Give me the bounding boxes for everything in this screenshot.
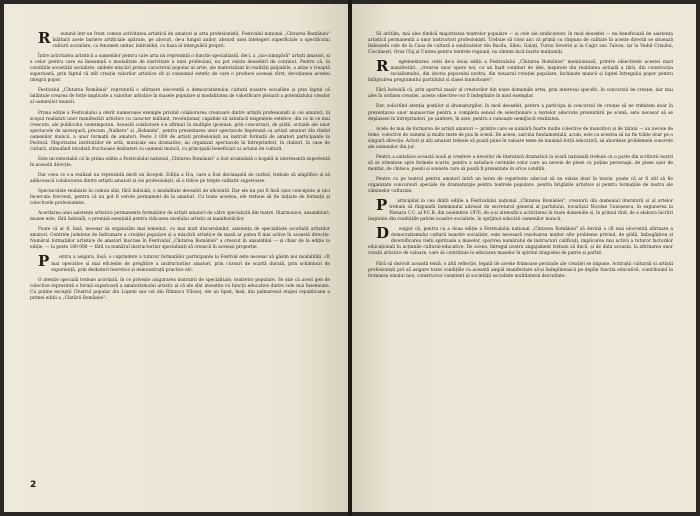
body-paragraph: Spectacolele realizate în comun sînt, fără îndoială, o modalitate deosebit de eficientă. Dar ele nu pot fi însă ușor concepute și nici încercate frecvent, pentru că nu pot fi cerute permanent de la amatori. Cu toate acestea, ele trebuie să fie inițiate de formații și colectivele profesioniste. (30, 189, 330, 207)
page-number: 2 (30, 480, 37, 490)
left-page (4, 4, 348, 512)
body-paragraph: Prima ediție a Festivalului a oferit numeroase exemple privind colaborarea creatoare dintre artiștii profesioniști și cei amatori, în scopul realizării unor manifestări artistice cu caracter militant, revoluționar, capabile să satisfacă exigențele estetice, din ce în ce mai crescute, ale publicului contemporan. Această colaborare s-a afirmat în multiple ipostaze, prin concursuri, de pildă, actuale ale unor spectacole de anvergură, precum „Nalbera" și „Bobanda", pentru prezentarea unor spectacole împreună cu artiști amatori din rîndul oamenilor muncii, a unor formații de amatori. Peste 2 000 de artiști profesioniști au instruit formații de amatori participante la Festival. Majoritatea instituțiilor de artă, muzicale sau dramatice, au organizat spectacole în întreprinderi, în cluburi, în case de cultură, stimulând totodată fructuoase dezbateri cu oamenii muncii, cu principalii beneficiari ai actului de cultură. (30, 110, 330, 152)
body-paragraph: Acordarea unei asistențe artistice permanente formațiilor de artiști amatori de către specialiștii din teatre, filarmonice, ansambluri, muzee este, fără îndoială, o premisă esențială pentru ridicarea nivelului artistic al manifestărilor. (30, 211, 330, 223)
body-paragraph: Pentru a satisface această nouă și creștere a nevoilor de literatură dramatică la scară națională trebuie ca o parte din scriitorii noștri să se orienteze spre formele scurte, pentru a satisface cerințele celor care au nevoie de piese cu puține personaje, de piese ușor de montat, de cîntece, poezii și scenete care să poată fi prezentate în orice condiții. (368, 154, 673, 172)
body-paragraph: Reglementarea celei de-a doua ediții a Festivalului „Cîntarea României" menționează, printre obiectivele acestei mari manifestări, „crearea unor opere noi, cu un înalt conținut de idei, inspirate din realitatea actuală a țării, din construcția socialismului, din istoria poporului nostru, din tezaurul creației populare, închinate muncii și luptei întregului popor pentru înfăptuirea programului partidului și clasei muncitoare". (368, 57, 673, 84)
body-paragraph: Desigur că, pentru ca a doua ediție a Festivalului național „Cîntarea României" să devină o cît mai elocventă afirmare a democratismului culturii noastre socialiste, este necesară rezolvarea multor alte probleme privind, de pildă, îmbogățirea și diversificarea vieții spirituale a maselor, sporirea numărului de instructori calificați, implicarea mai activă a tuturor factorilor educaționali în acțiunile cultural-educative. De aceea, întregul nostru angajament trebuie să ducă, și de data aceasta, la afirmarea unor creații artistice de valoare, care să contribuie la educarea maselor în spiritul dragostei de patrie și partid. (368, 224, 673, 257)
left-page-text (30, 29, 330, 306)
body-paragraph: Reunind într-un front comun activitatea artistică de amatori și arta profesionistă, Festivalul național „Cîntarea României" înlătură acele bariere artificiale apărute, pe alocuri, de-a lungul anilor, absurd unei înțelegeri superficiale a specificului culturii socialiste, ca fenomen unitar, indivizibil, cu baza al interguării proprii. (38, 29, 330, 50)
body-paragraph: Este incontestabil că în prima ediție a Festivalului național „Cîntarea României" a fost acumulată o bogată și interesantă experiență în această direcție. (30, 156, 330, 168)
body-paragraph: Între activitatea artistică a oamenilor pentru care arta nu reprezintă o funcție specializată, deci, a „nu-cumnpără" artiști amatori, și a celor pentru care ea înseamnă o modalitate de exercitare a unei profesiuni, nu pot exista deosebiri de conținut. Pentru că, în condițiile societății socialiste, ambele mișcări preiau caracterul popular al artei, ale materializat în realități palpabile, a atins o treaptă superioară, prin faptul că atît creația valorilor artistice cît și consumul estetic de care o produce aceeași vîrst, devoțiunea acestei integrii popor. (30, 54, 330, 84)
body-paragraph: Pentru a asigura, însă, o cuprindere a tuturor formațiilor participante la Festival este necesar să găsim noi modalități, cît mai operative și mai eficiente de pregătire a instructorilor amatori, prin cursuri de scurtă durată, prin schimburi de experiență, prin dezbateri teoretice și demonstrații practice etc. (38, 252, 330, 273)
right-page-text (368, 32, 673, 284)
body-paragraph: Acele de mai de formarea de artiști amatori — printre care se numără foarte multe colective de muncitori și de țărani — au nevoie de teme, colective de oameni și multe texte de pus în scenă. De aceea, sarcina fundamentală, acum, este ca acestea să nu fie trăite doar pe o singură direcție. Actori și alți amatori trebuie să poată pune în valoare teme de maximă forță educativă, să abordeze problemele concrete ale oamenilor din jur. (368, 126, 673, 150)
body-paragraph: Participînd la cea dintîi ediție a Festivalului național „Cîntarea României", creatorii din domeniul literaturii și al artelor trebuie să răspundă îndemnului adresat de secretarul general al partidului, tovarășul Nicolae Ceaușescu, în expunerea la Plenara C.C. al P.C.R. din noiembrie 1976, de a-și intensifica activitatea în toate domeniile și, în primul rînd, de a elabora lucrări inspirate din realitățile patriei noastre socialiste, în sprijinul educării oamenilor muncii. (368, 196, 673, 223)
body-paragraph: Festivalul „Cîntarea României" reprezintă o afirmare elocventă a democratismului culturii noastre socialiste și prin faptul că înlănțuie crearea de forțe implicate a valorilor artistice în masele populare și modalitatea de valorificare plenară a potențialului creator al oamenilor muncii. (30, 88, 330, 106)
body-paragraph: Dar, solicitînd atenția poeților și dramaturgilor, în mod deosebit, pentru a participa la concursul de creație să ne trimitem doar în prezentarea unor manuscrise pentru a completa sensul de selecționare a textelor adecvate prezentării pe scenă, este necesar să se deplaseze în întreprinderi, pe șantiere, în sate, pentru a cunoaște nemijlocit realitatea. (368, 104, 673, 122)
body-paragraph: Fără să dezvolt această temă, o altă reflecție, legată de aceste frumoase perioade ale creației se impune. Activiștii culturali și artiștii profesioniști pot să asigure toate condițiile ca această amplă manifestare să-și îndeplinească pe deplin funcția educativă, contribuind la formarea omului nou, constructor conștient al societății socialiste multilateral dezvoltate. (368, 261, 673, 279)
body-paragraph: Să arătăm, mai ales fiindcă majoritatea teatrelor populare — și cele ale sindicatelor, în mod deosebit — nu beneficiază de asistența artistică permanentă a unor instructori profesioniști. Trebuie să citez aici că primii cu răspuns de calitate în aceste direcții se situează îndeosebi cele de la Casa de cultură a sindicatelor din Bacău, Sibiu, Galați, Turnu Severin și la Cugir sau Tulcea, iar la Vadul Crișului, Ciocănești, Oraș Cluj și Unirea pentru teatrele regiunii, nu sîntem încă foarte mulțumiți. (368, 32, 673, 56)
body-paragraph: O atenție specială trebuie acordată, în ce privește asigurarea instruirii de specialitate, teatrelor populare. Se știe că acest gen de colective reprezintă o formă superioară a amatorismului artistic și că ele sînt investite cu funcții educative dintre cele mai însemnate. Cu puține excepții (Teatrul popular din Lupeni sau cel din Rîmnicu Vîlcea), ele au lipsit, însă, din palmaresul etapei republicane a primei ediții a „Cîntării României". (30, 277, 330, 301)
right-page (352, 4, 696, 512)
body-paragraph: Fără îndoială că, prin aportul masiv al creatorilor din toate domeniile artei, prin interesul specific, în concursul de creație, dar mai ales în ordinea creației, aceste obiective vor fi îndeplinite în mod exemplar. (368, 88, 673, 100)
body-paragraph: Dar ceea ce s-a realizat nu reprezintă decît un început. Ediția a II-a, care a fost declanșată de curînd, trebuie să amplifice și să adîncească colaborarea dintre artiștii amatori și cei profesioniști, să o ridice pe trepte calitativ superioare. (30, 172, 330, 184)
body-paragraph: Poate că ar fi, însă, necesar să organizăm mai temeinic, cu mai mult discernămînt, asistența de specialitate acordată artiștilor amatori. Centrele județene de îndrumare a creației populare și a mișcării artistice de masă ar putea fi mai active în această direcție. Numărul formațiilor artistice de amatori înscrise în Festivalul „Cîntarea României" a crescut în ansamblul — și chiar de la ediție la ediție, — la peste 100 000 — fără ca numărul instructorilor specializați să crească în aceeași proporție. (30, 227, 330, 251)
body-paragraph: Pentru ca pe teatrul pentru amatori intră un teren de repertoriu adecvat să nu existe doar în teorie, poate că ar fi util să fie organizate concursuri speciale de dramaturgie pentru teatrele populare, pentru brigăzile artistice și pentru formațiile de teatru ale căminelor culturale. (368, 176, 673, 195)
